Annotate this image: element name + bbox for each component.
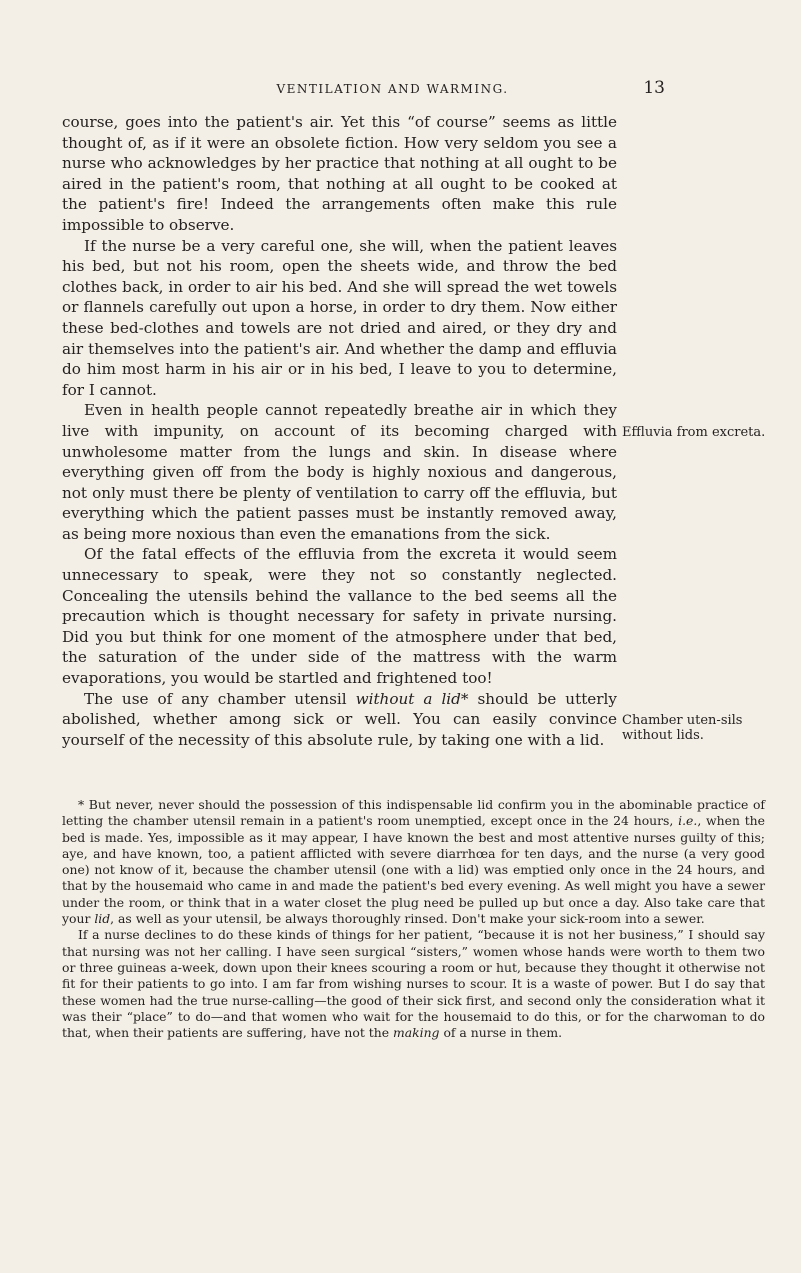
footnote-sidenote: Don't make your sick-room into a sewer. bbox=[451, 911, 705, 927]
paragraph: course, goes into the patient's air. Yet this “of course” seems as little thought of, as if it were an obsolete fiction. How very seldom you see a nurse who acknowledges by her practice that nothing at all ought to be aired in the patient's room, that nothing at all ought to be cooked at the patient's fire! Indeed the arrangements often make this rule impossible to observe. bbox=[62, 113, 617, 234]
page-number: 13 bbox=[643, 78, 665, 98]
paragraph: Even in health people cannot repeatedly breathe air in which they live with impunity, on account of its becoming charged with unwholesome matter from the lungs and skin. In disease where everything given off from the body is highly noxious and dangerous, not only must there be plenty of ventilation to carry off the effluvia, but everything which the patient passes must be instantly removed away, as being more noxious than even the emanations from the sick. bbox=[62, 401, 617, 543]
emphasis: i.e. bbox=[678, 813, 698, 829]
page-header bbox=[120, 78, 665, 102]
running-head: VENTILATION AND WARMING. bbox=[276, 82, 509, 96]
text-run: , as well as your utensil, be always thoroughly rinsed. bbox=[110, 911, 448, 927]
text-run: * should be utterly abolished, whether among sick or well. You can easily convince yourself of the necessity of this absolute rule, by taking one with a lid. bbox=[62, 689, 617, 749]
text-run: The use of any chamber utensil bbox=[84, 689, 356, 708]
main-text bbox=[62, 112, 617, 750]
margin-note-effluvia: Effluvia from excreta. bbox=[622, 425, 766, 440]
footnote bbox=[62, 797, 765, 1041]
emphasis: lid bbox=[94, 911, 111, 927]
text-run: of a nurse in them. bbox=[439, 1025, 563, 1041]
text-run: If a nurse declines to do these kinds of things for her patient, “because it is not her business,” I should say that nursing was not her calling. I have seen surgical “sisters,” women whose hands were worth to them two or three guineas a-week, down upon their knees scouring a room or hut, because they thought it otherwise not fit for their patients to go into. I am far from wishing nurses to scour. It is a waste of power. But I do say that these women had the true nurse-calling—the good of their sick first, and second only the consideration what it was their “place” to do—and that women who wait for the housemaid to do this, or for the charwoman to do that, when their patients are suffering, have not the bbox=[62, 927, 765, 1041]
text-run: , when the bed is made. Yes, impossible as it may appear, I have known the best and most attentive nurses guilty of this; aye, and have known, too, a patient afflicted with severe diarrhœa for ten days, and the nurse (a very good one) not know of it, because the chamber utensil (one with a lid) was emptied only once in the 24 hours, and that by the housemaid who came in and made the patient's bed every evening. As well might you have a sewer under the room, or think that in a water closet the plug need be pulled up but once a day. Also take care that your bbox=[62, 813, 765, 927]
footnote-paragraph bbox=[62, 797, 765, 927]
text-run: * But never, never should the possession of this indispensable lid confirm you in the abominable practice of letting the chamber utensil remain in a patient's room unemptied, except once in the 24 hours, bbox=[62, 797, 765, 829]
margin-note-chamber: Chamber uten-sils without lids. bbox=[622, 713, 743, 743]
paragraph: If the nurse be a very careful one, she will, when the patient leaves his bed, but not his room, open the sheets wide, and throw the bed clothes back, in order to air his bed. And she will spread the wet towels or flannels carefully out upon a horse, in order to dry them. Now either these bed-clothes and towels are not dried and aired, or they dry and air themselves into the patient's air. And whether the damp and effluvia do him most harm in his air or in his bed, I leave to you to determine, for I cannot. bbox=[62, 236, 617, 399]
emphasis: making bbox=[392, 1025, 440, 1041]
paragraph bbox=[62, 689, 617, 751]
footnote-paragraph bbox=[62, 927, 765, 1041]
emphasis: without a lid bbox=[355, 689, 461, 708]
paragraph: Of the fatal effects of the effluvia from the excreta it would seem unnecessary to speak, were they not so constantly neglected. Concealing the utensils behind the vallance to the bed seems all the precaution which is thought necessary for safety in private nursing. Did you but think for one moment of the atmosphere under that bed, the saturation of the under side of the mattress with the warm evaporations, you would be startled and frightened too! bbox=[62, 545, 617, 688]
